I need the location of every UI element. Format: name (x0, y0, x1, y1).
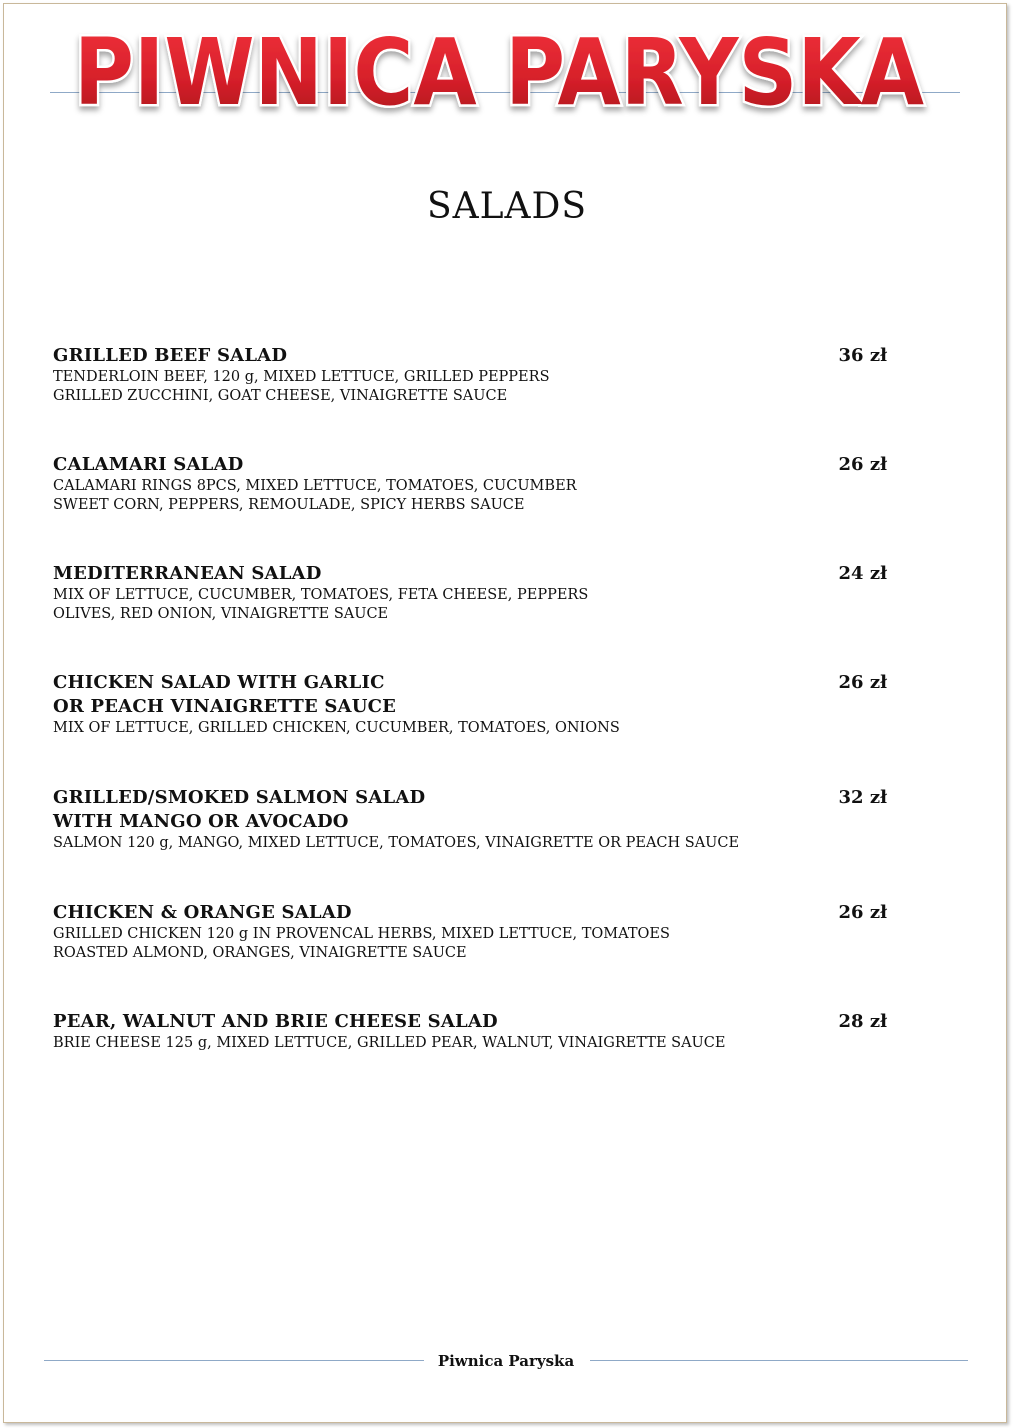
menu-item (53, 671, 893, 738)
item-price: 26 zł (838, 454, 887, 475)
item-name: CALAMARI SALAD (53, 454, 244, 475)
item-description: MIX OF LETTUCE, GRILLED CHICKEN, CUCUMBER, TOMATOES, ONIONS (53, 720, 620, 736)
item-name: CHICKEN SALAD WITH GARLIC OR PEACH VINAIGRETTE SAUCE (53, 672, 397, 717)
item-description: SALMON 120 g, MANGO, MIXED LETTUCE, TOMATOES, VINAIGRETTE OR PEACH SAUCE (53, 835, 740, 851)
page-title: SALADS (426, 186, 588, 227)
item-description: GRILLED CHICKEN 120 g IN PROVENCAL HERBS, MIXED LETTUCE, TOMATOES ROASTED ALMOND, ORANGES, VINAIGRETTE SAUCE (53, 926, 670, 961)
menu-item (53, 453, 893, 514)
item-description: TENDERLOIN BEEF, 120 g, MIXED LETTUCE, GRILLED PEPPERS GRILLED ZUCCHINI, GOAT CHEESE, VINAIGRETTE SAUCE (53, 369, 550, 404)
menu-item (53, 901, 893, 962)
menu-item (53, 1010, 893, 1053)
item-name: MEDITERRANEAN SALAD (53, 563, 322, 584)
item-name: GRILLED BEEF SALAD (53, 345, 288, 366)
item-price: 26 zł (838, 902, 887, 923)
item-name: PEAR, WALNUT AND BRIE CHEESE SALAD (53, 1011, 498, 1032)
footer-text: Piwnica Paryska (437, 1352, 575, 1370)
item-name: GRILLED/SMOKED SALMON SALAD WITH MANGO OR AVOCADO (53, 787, 426, 832)
item-description: MIX OF LETTUCE, CUCUMBER, TOMATOES, FETA CHEESE, PEPPERS OLIVES, RED ONION, VINAIGRETTE SAUCE (53, 587, 589, 622)
item-price: 28 zł (838, 1011, 887, 1032)
item-price: 24 zł (838, 563, 887, 584)
item-price: 36 zł (838, 345, 887, 366)
logo-text: PIWNICA PARYSKA (74, 19, 924, 126)
item-price: 26 zł (838, 672, 887, 693)
menu-item (53, 344, 893, 405)
page-footer (44, 1350, 968, 1374)
item-price: 32 zł (838, 787, 887, 808)
item-name: CHICKEN & ORANGE SALAD (53, 902, 352, 923)
menu-item (53, 562, 893, 623)
item-description: CALAMARI RINGS 8PCS, MIXED LETTUCE, TOMATOES, CUCUMBER SWEET CORN, PEPPERS, REMOULADE, SPICY HERBS SAUCE (53, 478, 577, 513)
item-description: BRIE CHEESE 125 g, MIXED LETTUCE, GRILLED PEAR, WALNUT, VINAIGRETTE SAUCE (53, 1035, 726, 1051)
menu-item (53, 786, 893, 853)
brand-logo (64, 18, 934, 128)
footer-rule-right (590, 1360, 968, 1361)
